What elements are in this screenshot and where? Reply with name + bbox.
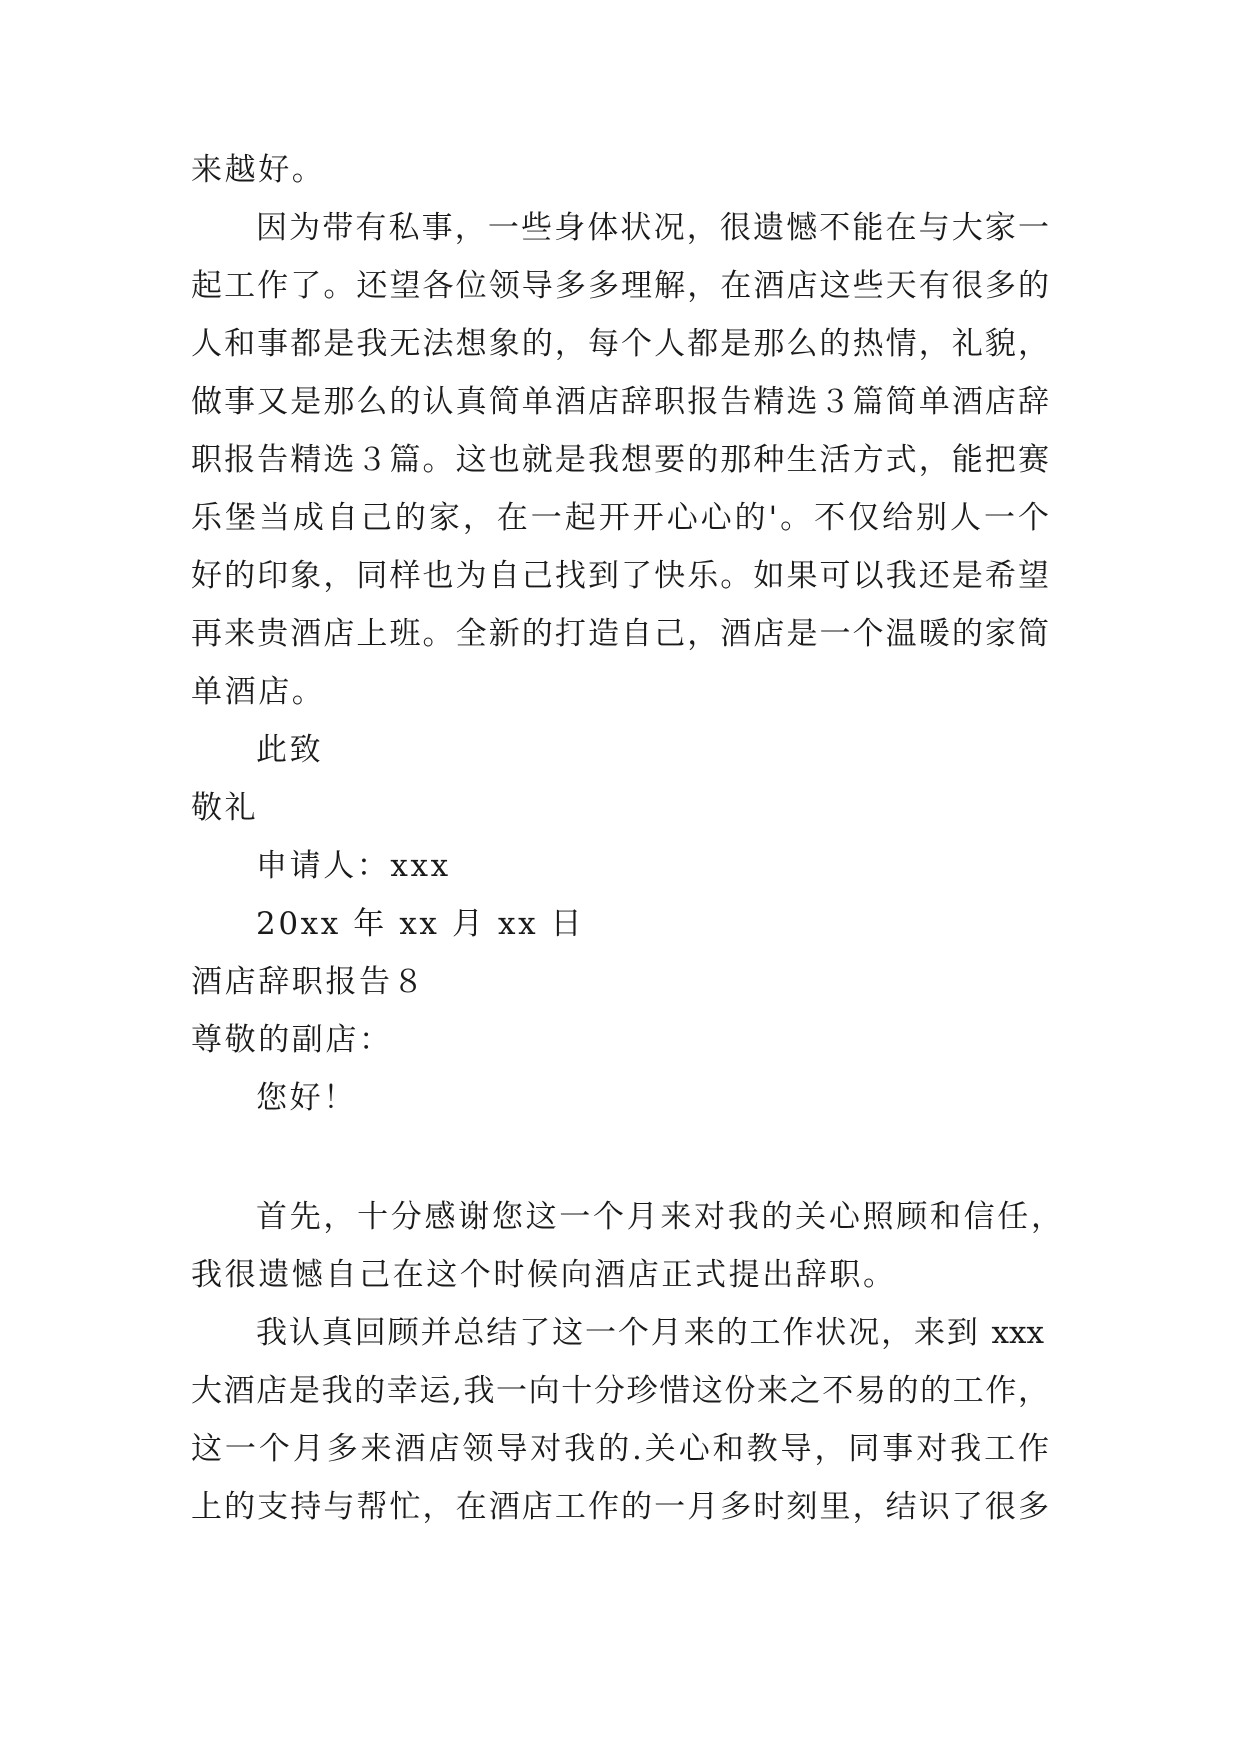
paragraph-line: 我认真回顾并总结了这一个月来的工作状况，来到 xxx xyxy=(256,1315,1044,1351)
paragraph-line: 人和事都是我无法想象的，每个人都是那么的热情，礼貌， xyxy=(191,326,1049,362)
paragraph-line: 好的印象，同样也为自己找到了快乐。如果可以我还是希望 xyxy=(191,558,1049,594)
paragraph-line: 大酒店是我的幸运,我一向十分珍惜这份来之不易的的工作， xyxy=(191,1373,1049,1409)
paragraph-line: 单酒店。 xyxy=(191,674,326,710)
paragraph-line: 来越好。 xyxy=(191,152,326,188)
closing-salute: 敬礼 xyxy=(191,790,259,826)
paragraph-line: 这一个月多来酒店领导对我的.关心和教导，同事对我工作 xyxy=(191,1431,1049,1467)
paragraph-line: 因为带有私事，一些身体状况，很遗憾不能在与大家一 xyxy=(256,210,1049,246)
applicant-signature: 申请人：xxx xyxy=(256,848,451,884)
section-title: 酒店辞职报告８ xyxy=(191,964,427,1000)
closing-phrase: 此致 xyxy=(256,732,324,768)
paragraph-line: 职报告精选３篇。这也就是我想要的那种生活方式，能把赛 xyxy=(191,442,1049,478)
greeting: 您好！ xyxy=(256,1080,357,1116)
letter-date: 20xx 年 xx 月 xx 日 xyxy=(256,906,585,942)
paragraph-line: 我很遗憾自己在这个时候向酒店正式提出辞职。 xyxy=(191,1257,897,1293)
paragraph-line: 乐堡当成自己的家，在一起开开心心的'。不仅给别人一个 xyxy=(191,500,1049,536)
paragraph-line: 再来贵酒店上班。全新的打造自己，酒店是一个温暖的家简 xyxy=(191,616,1049,652)
paragraph-line: 首先，十分感谢您这一个月来对我的关心照顾和信任， xyxy=(256,1199,1062,1235)
salutation: 尊敬的副店： xyxy=(191,1022,393,1058)
paragraph-line: 上的支持与帮忙，在酒店工作的一月多时刻里，结识了很多 xyxy=(191,1489,1049,1525)
paragraph-line: 做事又是那么的认真简单酒店辞职报告精选３篇简单酒店辞 xyxy=(191,384,1049,420)
paragraph-line: 起工作了。还望各位领导多多理解，在酒店这些天有很多的 xyxy=(191,268,1049,304)
